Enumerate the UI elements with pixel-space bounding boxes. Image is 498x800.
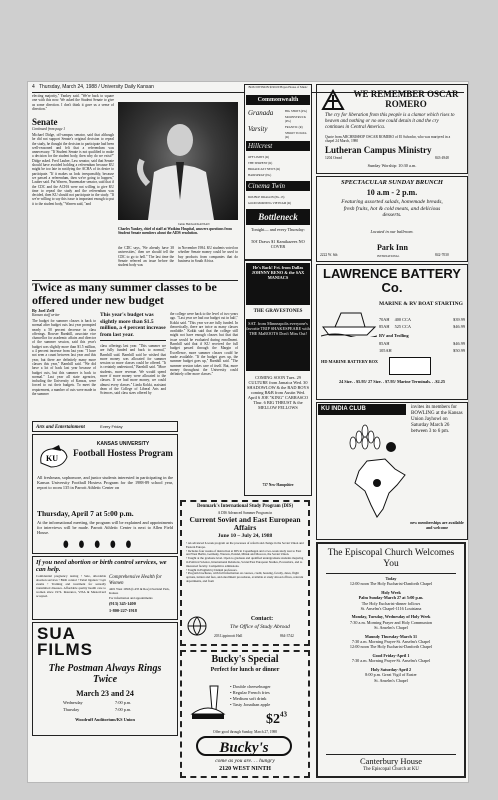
football-icon: ⬮ [125,539,142,549]
sua-films-ad [32,622,178,736]
romero-source: Quote from ARCHBISHOP OSCAR ROMERO of El Salvador, who was martyred in a chapel 24 March, 1980 [325,135,451,144]
brunch-time: 10 a.m - 2 p.m. [366,188,418,197]
battery-rv-row-2-label: 105AH [379,348,392,353]
buckys-item-text: Medium soft drink [232,696,267,701]
denmark-dates: June 10 – July 24, 1988 [217,533,273,539]
football-icon: ⬮ [63,539,79,549]
episcopal-line: St. Anselm's Chapel-1116 Louisiana [360,606,422,612]
buckys-logo: Bucky's [196,736,292,756]
episcopal-line: Holy Week [381,589,401,595]
brunch-location: Located in our ballroom. [370,229,414,234]
bottleneck-item-1: He's Back! Fri. from Dallas JOHNNY RENO & the SAX MANIACS [246,263,310,305]
denmark-office: The Office of Study Abroad [230,624,290,630]
films-title: The Postman Always Rings Twice [48,663,162,685]
theater-commonwealth: Commonwealth [246,95,310,105]
episcopal-line: 8:00 p.m. Great Vigil of Easter [365,672,417,678]
episcopal-line: 7:30 a.m. Morning Prayer-St. Anselm's Chapel [351,639,431,645]
battery-row-2-price: $46.99 [453,324,465,329]
canterbury-sub: The Episcopal Church at KU [363,767,419,772]
buckys-price [266,710,287,728]
battery-name: LAWRENCE BATTERY Co. [323,266,461,295]
denmark-bullet: • Taught in English by Danish professors. [186,567,238,572]
battery-rv-row-1-label: 85AH [379,341,390,346]
buckys-item-text: Double cheeseburger [232,684,271,689]
summer-col3: the college were back to the level of two years ago. "Last year we had our budget cut in half," Kokkt said. "This year we are fully funded. In theoretically, there are twice as many classes available." Kokkt said that the college still might not have enough classes but that that issue would be evaluated during enrollment. Barnhill said that if KU received the full budget passed through the Margin of Excellence, more summer classes could be made available. "If the budget goes up, the summer budget goes up," Barnhill said. "The summer session takes care of itself. But, more money throughout the University could definitely offer more classes." [170,312,238,377]
football-date: Thursday, April 7 at 5:00 p.m. [37,509,134,518]
film-5: OFF LIMITS (R) [248,155,270,159]
episcopal-line: 12:00 noon The Holy Eucharist-Danforth Chapel [349,581,433,587]
battery-rv-head: RV and Trolling [379,333,409,338]
bowling-pins-icon [325,423,405,453]
romero-worship: Sunday Worship: 10:30 a.m. [367,163,417,168]
senate-col3: in November 1984. KU students voted on whether Senate money could be used to buy products from companies that do business in South Africa. [178,246,238,263]
health-headline: If you need abortion or birth control services, we can help. [36,559,167,573]
episcopal-line: St. Anselm's Chapel [374,677,408,683]
football-icon: ⬮ [78,539,95,549]
denmark-bullet: • Taught at the graduate level. Open to graduate and qualified undergraduate students majoring in Political Science, International Relations, Soviet/East European Studies, Economics, and to interested faculty. Competitive admissions. [186,556,304,568]
jayhawk-icon [37,443,71,471]
photo-figure [118,102,238,220]
romero-title: WE REMEMBER OSCAR ROMERO [353,89,459,109]
senate-head: Senate [32,117,58,127]
senate-body: Michael Didge, off-campus senator, said that although he did not support Senate's original decision to repeal the study, he thought the decision to participate had been well-reasoned and felt that a referendum was unnecessary. "If Student Senate is not qualified to make a decision for the student body, then why do we exist?" Didge asked. Fred Lauber, Law senator, said that Senate should have avoided holding a referendum because KU might be too late in notifying the ACHA of its desire to participate. "If it makes us look irresponsibly, because we passed a referendum, then we're going to happen," Lauber said. Pat Warren, Nunemaker senator, said that if the CDC and the ACHA were not willing to give KU time to repeal the study and the referendum was decided, then KU should not participate in the study. "If we're willing to say this issue is important enough to put it to the student body," Warren said, "and [32,133,114,206]
football-icon: ⬮ [94,539,110,549]
buckys-ad [180,650,310,778]
denmark-phone[interactable]: 864-3742 [280,634,294,638]
episcopal-line: Today [385,576,397,581]
health-hours: For information and appointments [109,596,153,600]
film-4: SHOOT TO KILL (R) [285,131,308,140]
romero-quote: The cry for liberation from this people is a clamor which rises to heaven and nothing or no one could detain it and the cry continues in Central America. [325,113,455,130]
cross-icon [321,89,345,111]
episcopal-line: Maundy Thursday-March 31 [364,633,418,639]
film-6: THE SERPENT (R) [248,161,273,165]
brunch-address: 2222 W. 6th [320,253,338,257]
photo-caption: Charles Yankey, chief of staff at Watkins Hospital, answers questions from Student Senate members about the AIDS resolution. [118,227,232,236]
denmark-bullet-text: Includes four weeks of instruction at DIS in Copenhagen and a two-week study tour to East and West Berlin, Germany, Warsaw, Poland, Minsk and Moscow, the Soviet Union. [186,548,302,557]
senate-col2: the CDC says, 'We already have 38 universities,' then we should tell the CDC to go to hell." The last time the Senate referred an issue before the student body was [118,246,174,268]
park-inn-logo [377,237,408,259]
arts-entertainment-bar[interactable] [32,421,178,432]
battery-row-1-label: 70AH [379,317,390,322]
films-time2: 7:00 p.m. [115,707,132,712]
denmark-bullet-text: An advanced 6-week program on the processes of reform and change in the Soviet Union and Eastern Europe. [186,541,304,549]
films-films: FILMS [37,640,93,659]
episcopal-line: St. Anselm's Chapel [374,625,408,631]
buckys-item: • Double cheeseburger [230,684,271,689]
brunch-phone[interactable]: 842-7030 [435,253,449,257]
buckys-offer: Offer good through Sunday, March 27, 1988 [213,730,277,734]
episcopal-line: 7:30 a.m. Morning Prayer-St. Anselm's Chapel [351,658,431,664]
films-time1: 7:00 p.m. [115,700,132,705]
film-2: MOONSTRUCK (PG) [285,115,307,124]
episcopal-rule [326,573,456,574]
battery-row-1-cca: 400 CCA [394,317,411,322]
health-logo: Comprehensive Health for Women [109,575,162,586]
buckys-title: Bucky's Special [211,654,279,665]
bottleneck-item-4: COMING SOON Tues. 29 CULTURE from Jamaica Wed. 30 SHADOWLOW & the BAD BOYS coming R&B from Austin Wed. April 6 JOE "KING" CARRASCO Thur. 6 BIG THRUST & the MELLOW FELLOWS [247,375,309,410]
films-sua: SUA [37,624,76,643]
episcopal-line: Monday, Tuesday, Wednesday of Holy Week [351,614,431,620]
battery-row-1-price: $39.99 [453,317,465,322]
denmark-sub: A DIS Advanced Summer Program in [217,511,273,515]
globe-icon [186,614,208,638]
buckys-items [230,684,306,708]
buckys-price-dollars: $2 [266,712,280,727]
episcopal-line: Palm Sunday-March 27 at 5:00 p.m. [358,595,424,601]
denmark-study-ad [180,500,310,646]
films-dates: March 23 and 24 [76,689,134,698]
denmark-head: Denmark's International Study Program (DIS) [196,504,294,509]
romero-phone[interactable]: 843-4948 [435,156,449,160]
episcopal-title: The Episcopal Church Welcomes You [327,548,455,569]
arts-schedule: Every Friday [100,424,123,429]
summer-pullquote: This year's budget was slightly more than $1.5 million, a 4 percent increase from last year. [100,312,166,341]
theater-cinema-twin: Cinema Twin [246,181,310,191]
summer-headline: Twice as many summer classes to be offered under new budget [32,280,217,307]
summer-col2: class offerings last year. "This summer we are fully funded and back to normal," Barnhill said. Barnhill said he wished that more money was allocated for summer session so more classes could be offered. "It is certainly understood," Barnhill said. "More students, more revenue. We would spend more if more money were allocated to the classes. If we had more money, we could almost every classes." Linda Kokkt, assistant dean of the College of Liberal Arts and Sciences, said class sizes offered by [100,344,166,396]
battery-row-2 [379,324,465,329]
india-club-ad [316,402,468,540]
football-hostess-ad [32,434,178,554]
bottleneck-tonight: Tonight— and every Thursday: [251,227,305,232]
summer-col1: The budget for summer classes is back to normal after budget cuts last year prompted nearly a 50 percent decrease in class offerings. Bowser Barnhill, associate vice chancellor for academic affairs and director of the summer session, said this year's budget was slightly more than $1.5 million, a 4 percent increase from last year. "I have not seen a count between last year and this year, but there are definitely many more classes this year," Barnhill said. "We did have a lot of back last year because of budget cuts, but this summer is back to normal." Last year all state agencies, including the University of Kansas, were forced to cut their budgets. To meet the requirement, a number of cuts were made in the summer [32,319,96,397]
battery-box-title: HD MARINE BATTERY BOX [321,359,379,364]
episcopal-line: 12:00 noon The Holy Eucharist-Danforth Chapel [349,644,433,650]
brunch-title: SPECTACULAR SUNDAY BRUNCH [341,179,443,186]
episcopal-line: The Holy Eucharist-dinner follows [361,600,421,606]
romero-church: Lutheran Campus Ministry [325,145,432,155]
football-body: All freshman, sophomore, and junior students interested in participating in the Kansas University Football Hostess Program for the 1988-89 school year, report to room 135 in Parrott Athletic Center on [37,475,173,490]
buckys-item: • Tasty Jonathan apple [230,702,271,707]
football-university: KANSAS UNIVERSITY [96,441,150,447]
health-phone-local[interactable]: (913) 345-1400 [109,601,136,606]
health-body: Confidential pregnancy testing • Safe, affordable abortion services • Birth control • Tubal ligation • Gyn exams • Training and treatment for sexually transmitted diseases. Affordable quality health care to women since 1974. Insurance, VISA & MasterCard accepted. [36,575,106,598]
film-8: HAIRSPRAY (PG) [248,173,272,177]
health-address: 4401 West 109th (I-435 & Roe) Overland Park, Kansas [109,587,170,595]
episcopal-line: Good Friday-April 1 [372,652,410,658]
battery-row-2-cca: 525 CCA [394,324,411,329]
india-map-icon [347,457,409,519]
page-date: Thursday, March 24, 1988 / University Daily Kansan [38,84,154,90]
denmark-bullet: • Includes four weeks of instruction at DIS in Copenhagen and a two-week study tour to East and West Berlin, Germany, Warsaw, Poland, Minsk and Moscow, the Soviet Union. [186,548,302,557]
denmark-title: Current Soviet and East European Affairs [189,515,301,532]
photo-credit: Jamie Hubbard/KANSAN [178,222,210,226]
episcopal-line: 7:30 a.m. Morning Prayer and Holy Communion [350,619,432,625]
buckys-item-text: Regular French fries [232,690,270,695]
football-note: At the informational meeting, the program will be explained and appointments for interviews will be made. Parrott Athletic Center is next to Allen Field House. [37,520,173,535]
theater-hillcrest: Hillcrest [246,141,310,151]
denmark-address: 203 Lippincott Hall [214,634,243,638]
film-1: BIG SHOTS (PG) [285,109,308,113]
page-number: 4 [32,84,35,90]
film-10: GOOD MORNING VIETNAM (R) [248,201,292,205]
battery-rv-row-2-price: $50.99 [453,348,465,353]
bottleneck-logo: Bottleneck [246,209,310,225]
theater-phone: BOX DIVISION $190.00 Hayes House of Music [248,85,308,89]
battery-sale: 24 Size. . $5.95/ 27 Size. . $7.95/ Marine Terminals. . .$2.25 [338,379,446,384]
park-inn-brand: Park Inn [377,243,408,252]
buckys-item: • Medium soft drink [230,696,267,701]
buckys-item-text: Tasty Jonathan apple [232,702,271,707]
theater-granada: Granada [248,109,274,117]
bottleneck-ad [244,260,312,496]
bottleneck-item-3: SAT. from Minneapolis everyone's favorite TRIP SHAKESPEARE with THE MaROOTS Don't Miss Out! [246,319,310,371]
romero-ad [316,84,468,174]
battery-box-icon [389,357,431,375]
bottleneck-item-2: THE GRAVESTONES [253,309,303,314]
buckys-price-cents: 43 [280,710,287,719]
denmark-contact: Contact: [250,616,274,622]
boat-icon [321,299,377,337]
newspaper-page [28,82,468,782]
theater-varsity: Varsity [248,125,268,133]
films-day1: Wednesday [63,700,83,705]
film-3: FRANTIC (R) [285,125,303,129]
film-7: BROADCAST NEWS (R) [248,167,281,171]
battery-rv-row-1-price: $46.99 [453,341,465,346]
senate-continued: Continued from page 1 [32,127,66,131]
india-invite: invites its members for BOWLING at the Kansas Union Jayhowl on Saturday March 26 between 3 to 6 pm. [411,405,463,434]
summer-byline: By Joel Zeff [32,308,55,313]
episcopal-rule-2 [326,754,456,755]
denmark-bullets [186,542,306,584]
meal-icon [188,684,228,724]
buckys-tagline: come as you are. . . hungry [215,758,275,764]
football-title: Football Hostess Program [73,448,173,458]
summer-byline-role: Kansan staff writer [32,313,60,317]
buckys-address: 2120 WEST NINTH [219,766,271,772]
svg-text:KU: KU [46,454,58,463]
health-services-ad [32,556,178,620]
top-snippet: electing majority," Yankey said. "We're back to square one with this now. We asked the Student Senate to give us some direction. I don't think it gave us a sense of direction." [32,94,114,111]
denmark-bullet-text: Program brochures, with full information on courses, credit, housing, faculty, dates, flight options, tuition and fees, and enrollment procedures, available at study abroad offices, relevant departments, and from [186,571,304,583]
battery-rv-row-1 [379,341,465,346]
park-inn-sub: INTERNATIONAL [377,255,400,258]
football-icon: ⬮ [109,539,126,549]
films-location: Woodruff Auditorium/KS Union [75,717,135,722]
brunch-desc: Featuring assorted salads, homemade breads, fresh fruits, hot & cold meats, and delicious desserts. [341,199,443,218]
battery-rv-row-2 [379,348,465,353]
episcopal-line: Holy Saturday-April 2 [370,666,412,672]
denmark-bullet: • An advanced 6-week program on the processes of reform and change in the Soviet Union and Eastern Europe. [186,541,304,549]
battery-row-2-label: 85AH [379,324,390,329]
episcopal-schedule [320,576,462,683]
bottleneck-special: 50¢ Draws $1 Kamikazees NO COVER [251,239,305,249]
page-header [32,84,154,90]
films-day2: Thursday [63,707,80,712]
arts-title: Arts and Entertainment [36,425,85,430]
theater-listings [244,84,312,260]
brunch-ad [316,176,468,262]
photo-charles-yankey [118,102,238,220]
battery-section: MARINE & RV BOAT STARTING [379,301,463,307]
romero-address: 1204 Oread [325,156,342,160]
denmark-bullet-text: Taught in English by Danish professors. [187,567,238,572]
episcopal-ad [316,542,466,778]
buckys-item: • Regular French fries [230,690,270,695]
buckys-sub: Perfect for lunch or dinner [210,667,280,673]
health-phone-free[interactable]: 1-800-227-1918 [109,608,137,613]
battery-row-1 [379,317,465,322]
film-9: DOUBLE DRAGON (PG-13) [248,195,285,199]
india-footer: new memberships are available and welcome [410,520,464,530]
bottleneck-address: 737 New Hampshire [262,483,294,487]
denmark-bullet-text: Taught at the graduate level. Open to graduate and qualified undergraduate students majoring in Political Science, International Relations, Soviet/East European Studies, Economics, and to interested faculty. Competitive admissions. [186,556,304,568]
canterbury-house: Canterbury House [359,756,423,766]
india-title: KU INDIA CLUB [318,404,406,415]
footballs-row [63,539,141,550]
battery-ad [316,264,468,400]
denmark-bullet: • Program brochures, with full information on courses, credit, housing, faculty, dates, flight options, tuition and fees, and enrollment procedures, available at study abroad offices, relevant departments, and from [186,571,304,583]
